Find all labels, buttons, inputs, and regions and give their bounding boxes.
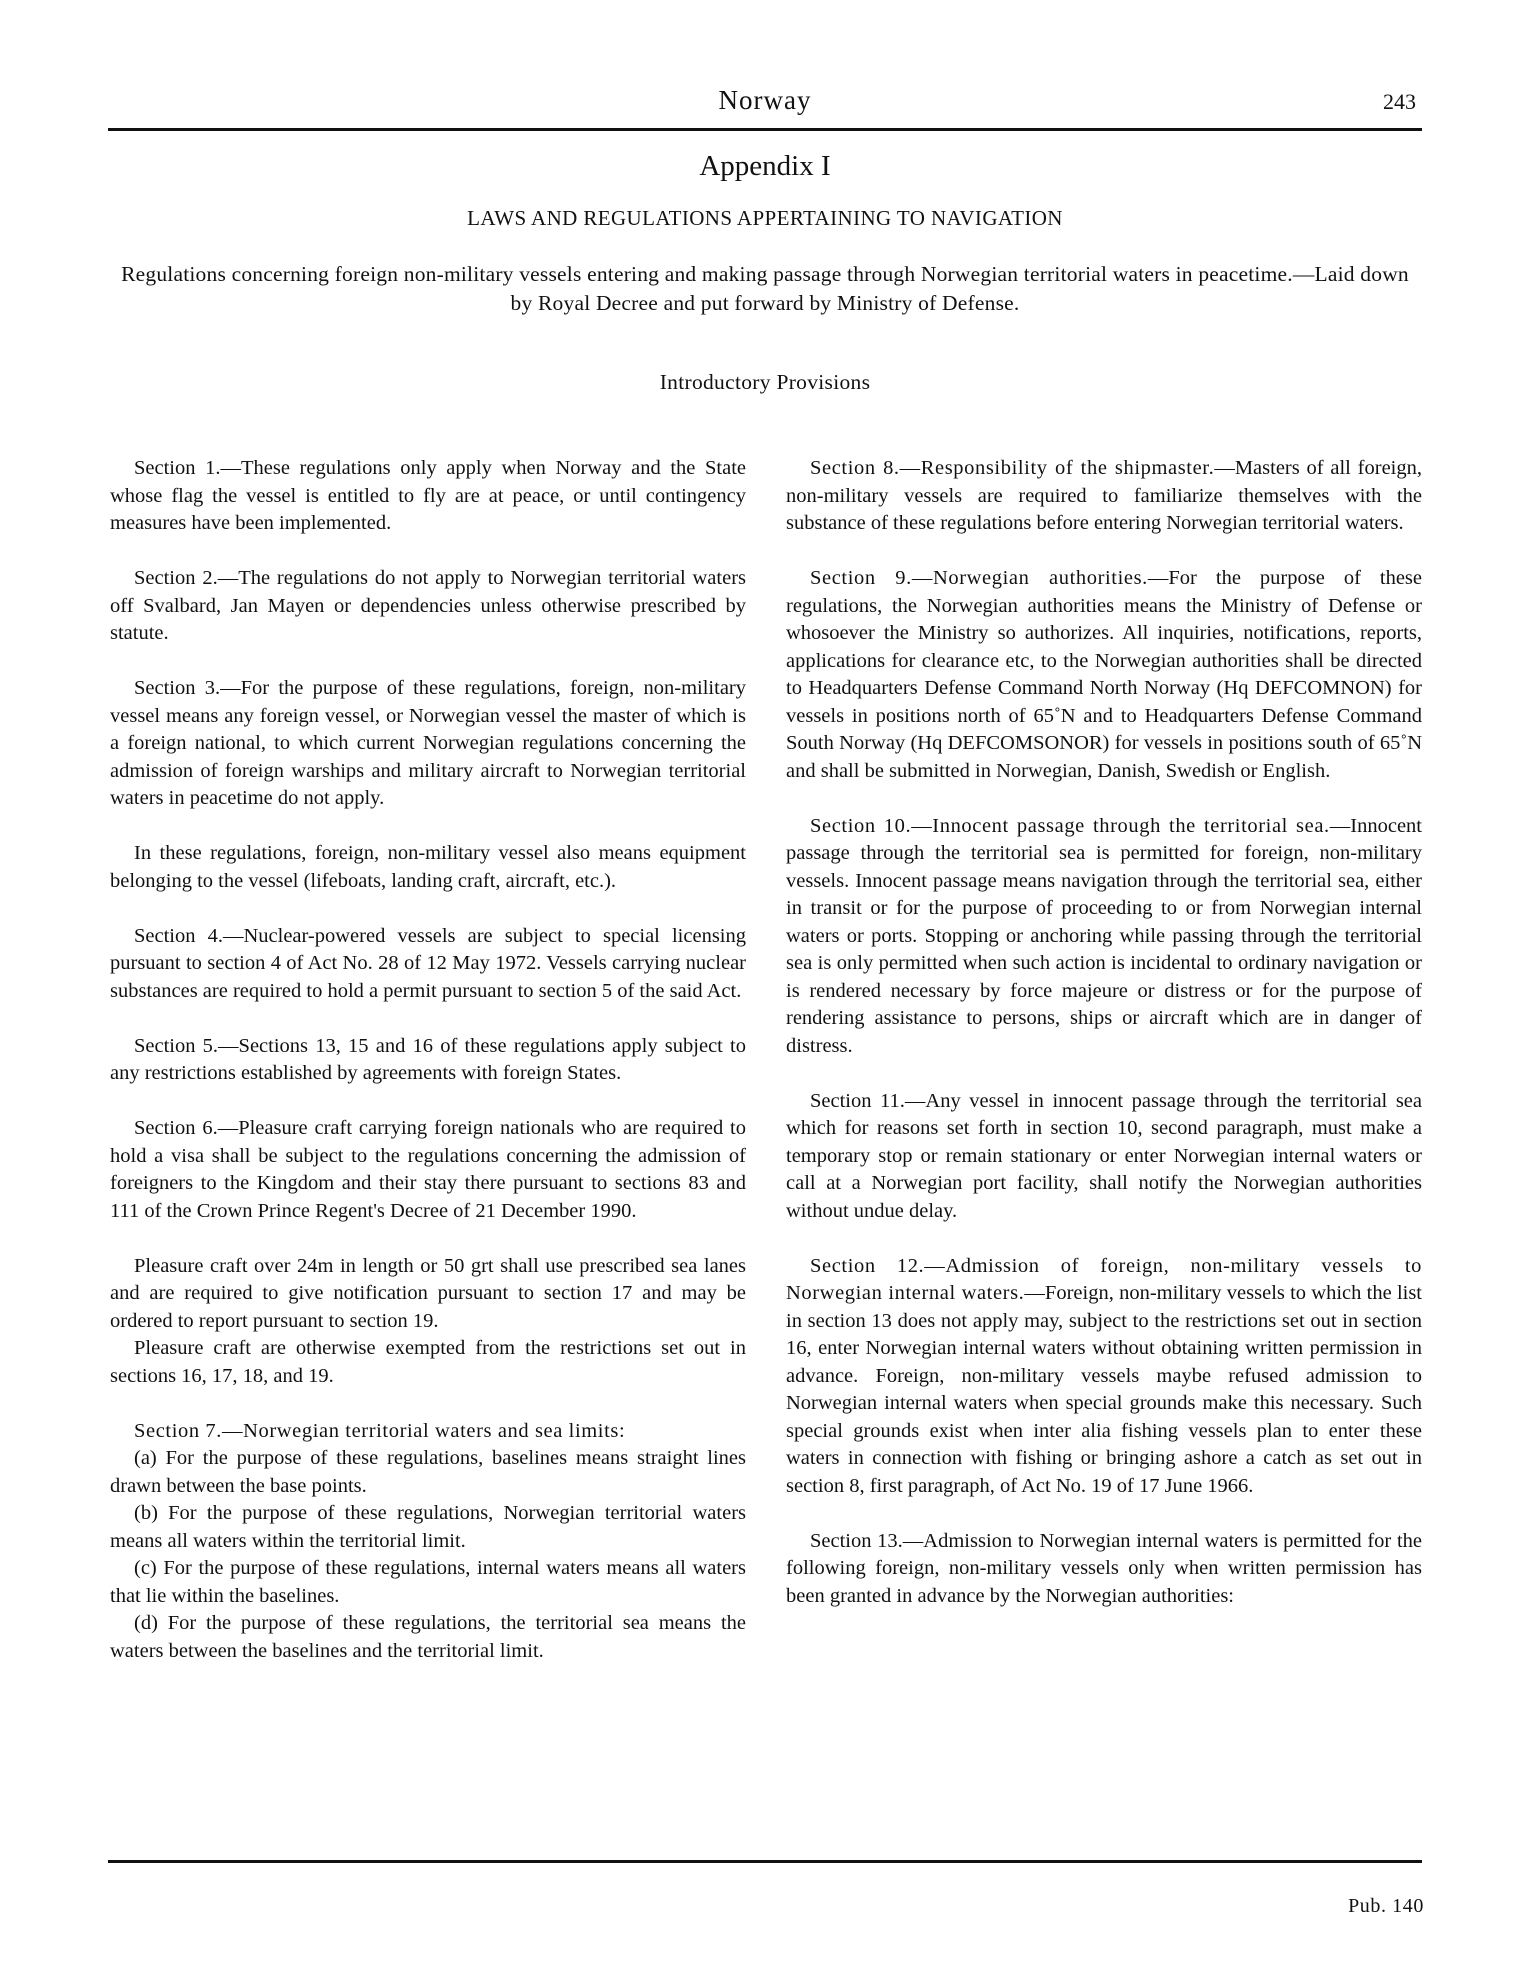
section-3-paragraph-2: In these regulations, foreign, non-military vessel also means equipment belonging to the vessel (lifeboats, landing craft, aircraft, etc.). xyxy=(110,842,746,892)
appendix-title: Appendix I xyxy=(699,150,831,182)
section-1: Section 1.—These regulations only apply when Norway and the State whose flag the vessel is entitled to fly are at peace, or until contingency measures have been implemented. xyxy=(110,457,746,534)
running-header-title: Norway xyxy=(718,85,812,115)
section-8 xyxy=(786,455,1422,538)
section-12-text: —Foreign, non-military vessels to which the list in section 13 does not apply may, subject to the restrictions set out in section 16, enter Norwegian internal waters without obtaining written permission in advance. Foreign, non-military vessels maybe refused admission to Norwegian internal waters when special grounds make this necessary. Such special grounds exist when inter alia fishing vessels plan to enter these waters in connection with fishing or bringing ashore a catch as set out in section 8, first paragraph, of Act No. 19 of 17 June 1966. xyxy=(786,1282,1423,1497)
right-column xyxy=(786,455,1422,1638)
left-column xyxy=(110,455,746,1665)
section-12-heading: Section 12.—Admission of foreign, non-military vessels to Norwegian internal waters. xyxy=(786,1254,1422,1304)
section-3: Section 3.—For the purpose of these regulations, foreign, non-military vessel means any foreign vessel, or Norwegian vessel the master of which is a foreign national, to which current Norwegian regulations concerning the admission of foreign warships and military aircraft to Norwegian territorial waters in peacetime do not apply. xyxy=(110,677,746,809)
section-12 xyxy=(786,1253,1422,1501)
section-10-text: —Innocent passage through the territorial sea is permitted for foreign, non-military vessels. Innocent passage means navigation through the territorial sea, either in transit or for the purpose of proceeding to or from Norwegian internal waters or ports. Stopping or anchoring while passing through the territorial sea is only permitted when such action is incidental to ordinary navigation or is rendered necessary by force majeure or distress or for the purpose of rendering assistance to persons, ships or aircraft which are in danger of distress. xyxy=(786,814,1422,1057)
section-7-item-d: (d) For the purpose of these regulations, the territorial sea means the waters between the baselines and the territorial limit. xyxy=(110,1612,746,1662)
section-5: Section 5.—Sections 13, 15 and 16 of these regulations apply subject to any restrictions established by agreements with foreign States. xyxy=(110,1034,746,1084)
section-9-heading: Section 9.—Norwegian authorities. xyxy=(810,567,1148,589)
section-2: Section 2.—The regulations do not apply to Norwegian territorial waters off Svalbard, Jan Mayen or dependencies unless otherwise prescribed by statute. xyxy=(110,567,746,644)
section-8-heading: Section 8.—Responsibility of the shipmaster. xyxy=(810,457,1215,479)
section-7-heading: Section 7.—Norwegian territorial waters and sea limits: xyxy=(134,1419,626,1442)
introductory-provisions-heading: Introductory Provisions xyxy=(659,370,871,394)
running-header xyxy=(108,85,1422,131)
laws-heading: LAWS AND REGULATIONS APPERTAINING TO NAVIGATION xyxy=(467,206,1063,230)
section-7-item-b: (b) For the purpose of these regulations, Norwegian territorial waters means all waters within the territorial limit. xyxy=(110,1502,746,1552)
header-rule xyxy=(108,128,1422,131)
footer-rule xyxy=(108,1860,1422,1863)
section-13: Section 13.—Admission to Norwegian internal waters is permitted for the following foreign, non-military vessels only when written permission has been granted in advance by the Norwegian authorities: xyxy=(786,1529,1422,1607)
section-10-heading: Section 10.—Innocent passage through the territorial sea. xyxy=(810,814,1330,837)
section-11: Section 11.—Any vessel in innocent passage through the territorial sea which for reasons set forth in section 10, second paragraph, must make a temporary stop or remain stationary or enter Norwegian internal waters or call at a Norwegian port facility, shall notify the Norwegian authorities without undue delay. xyxy=(786,1089,1422,1222)
section-7-item-c: (c) For the purpose of these regulations, internal waters means all waters that lie within the baselines. xyxy=(110,1557,746,1607)
section-6: Section 6.—Pleasure craft carrying foreign nationals who are required to hold a visa shall be subject to the regulations concerning the admission of foreigners to the Kingdom and their stay there pursuant to sections 83 and 111 of the Crown Prince Regent's Decree of 21 December 1990. xyxy=(110,1117,746,1222)
section-8-text: —Masters of all foreign, non-military vessels are required to familiarize themselves with the substance of these regulations before entering Norwegian territorial waters. xyxy=(786,457,1422,534)
section-7-item-a: (a) For the purpose of these regulations, baselines means straight lines drawn between the base points. xyxy=(110,1447,746,1497)
section-9-text: —For the purpose of these regulations, the Norwegian authorities means the Ministry of Defense or whosoever the Ministry so authorizes. All inquiries, notifications, reports, applications for clearance etc, to the Norwegian authorities shall be directed to Headquarters Defense Command North Norway (Hq DEFCOMNON) for vessels in positions north of 65˚N and to Headquarters Defense Command South Norway (Hq DEFCOMSONOR) for vessels in positions south of 65˚N and shall be submitted in Norwegian, Danish, Swedish or English. xyxy=(786,567,1423,782)
page-number: 243 xyxy=(1383,89,1416,114)
section-10 xyxy=(786,813,1422,1061)
section-6-paragraph-2: Pleasure craft over 24m in length or 50 grt shall use prescribed sea lanes and are required to give notification pursuant to section 17 and may be ordered to report pursuant to section 19. xyxy=(110,1254,746,1332)
section-9 xyxy=(786,565,1422,785)
regulations-subtitle: Regulations concerning foreign non-military vessels entering and making passage through Norwegian territorial waters in peacetime.—Laid down by Royal Decree and put forward by Ministry of Defense. xyxy=(121,262,1409,315)
section-4: Section 4.—Nuclear-powered vessels are subject to special licensing pursuant to section 4 of Act No. 28 of 12 May 1972. Vessels carrying nuclear substances are required to hold a permit pursuant to section 5 of the said Act. xyxy=(110,924,746,1002)
publication-number: Pub. 140 xyxy=(1348,1895,1424,1917)
section-6-paragraph-3: Pleasure craft are otherwise exempted from the restrictions set out in sections 16, 17, 18, and 19. xyxy=(110,1337,746,1387)
